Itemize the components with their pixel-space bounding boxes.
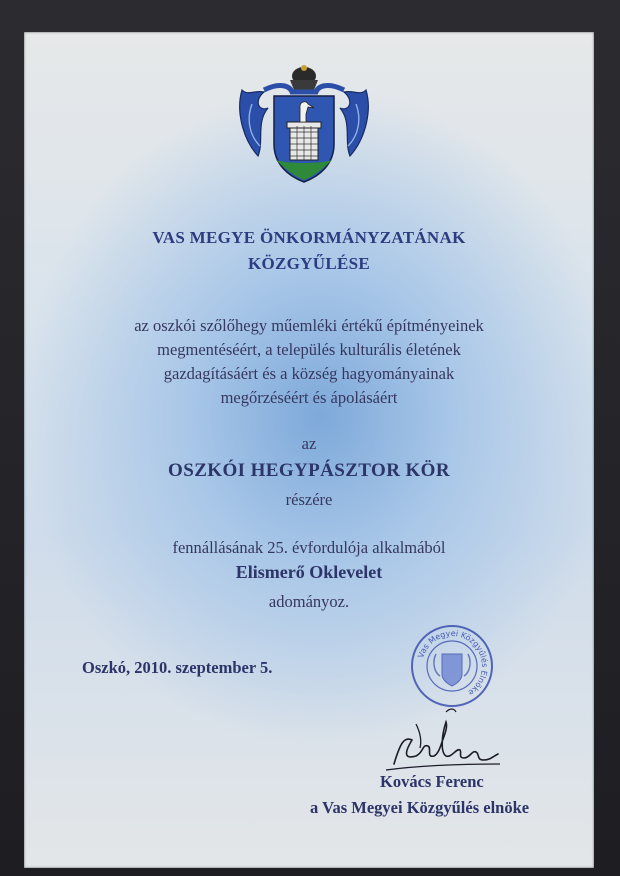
reason-line4: megőrzéséért és ápolásáért (220, 388, 398, 407)
coat-of-arms-icon (234, 60, 374, 186)
reason-line1: az oszkói szőlőhegy műemléki értékű építményeinek (134, 316, 484, 335)
award-occasion: fennállásának 25. évfordulója alkalmából (172, 538, 446, 557)
diploma-sheet (24, 32, 594, 868)
place-date: Oszkó, 2010. szeptember 5. (82, 658, 273, 677)
award-name: Elismerő Oklevelet (235, 562, 383, 582)
recipient-suffix: részére (285, 490, 333, 509)
issuer-title-line2: KÖZGYŰLÉSE (247, 254, 371, 273)
signatory-name: Kovács Ferenc (380, 772, 484, 791)
official-seal-icon (410, 624, 494, 708)
reason-line3: gazdagításáért és a község hagyományainak (163, 364, 455, 383)
signatory-role: a Vas Megyei Közgyűlés elnöke (310, 798, 530, 817)
recipient-name: OSZKÓI HEGYPÁSZTOR KÖR (168, 460, 450, 481)
seal-text: Vas Megyei Közgyűlés Elnöke (416, 628, 490, 698)
handwritten-signature (376, 704, 506, 782)
award-verb: adományoz. (268, 592, 350, 611)
recipient-prefix: az (301, 434, 317, 453)
issuer-title-line1: VAS MEGYE ÖNKORMÁNYZATÁNAK (152, 228, 466, 247)
reason-line2: megmentéséért, a település kulturális életének (157, 340, 461, 359)
